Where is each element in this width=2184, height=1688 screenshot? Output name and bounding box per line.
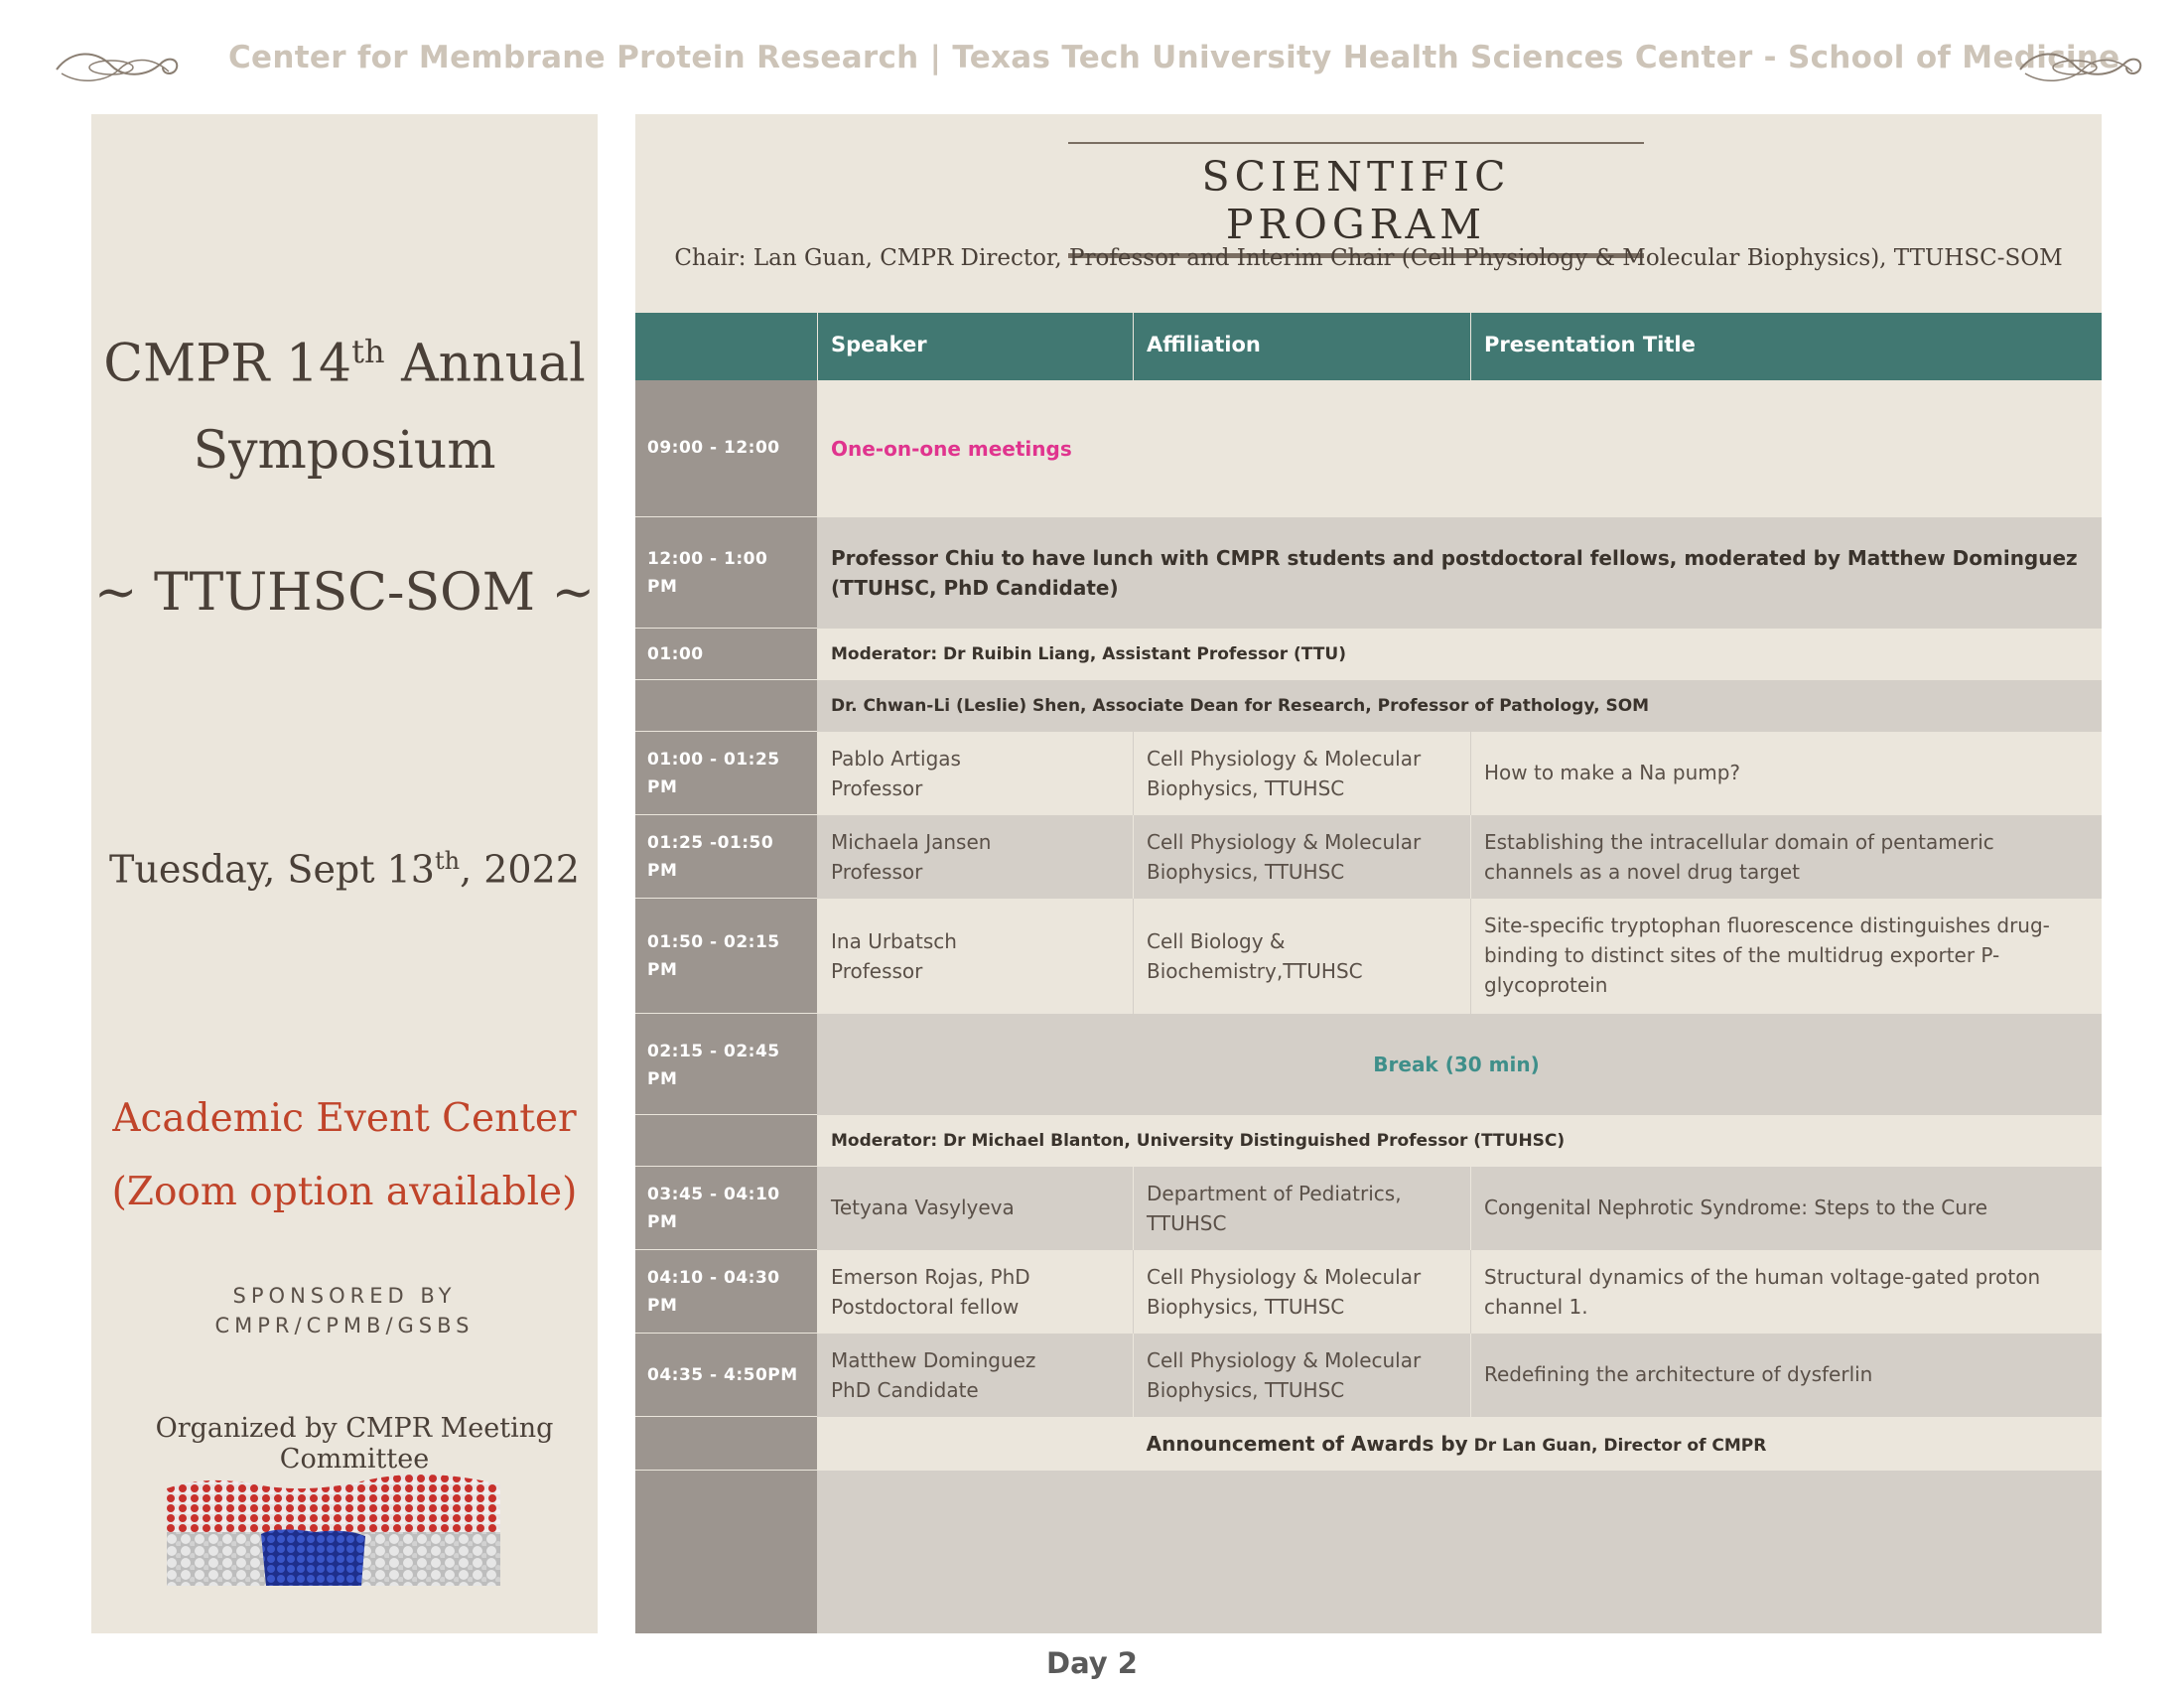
program-title: SCIENTIFIC PROGRAM: [1068, 142, 1644, 258]
day-label: Day 2: [1046, 1646, 1138, 1680]
header-title: Center for Membrane Protein Research | Texas Tech University Health Sciences Center - School of Medicine: [228, 40, 2120, 75]
membrane-protein-image: [167, 1475, 500, 1586]
speaker-affiliation: Department of Pediatrics, TTUHSC: [1147, 1182, 1402, 1235]
sponsor-label: SPONSORED BY CMPR/CPMB/GSBS: [214, 1284, 475, 1337]
column-header-title: Presentation Title: [1484, 333, 1696, 356]
speaker-affiliation: Cell Physiology & Molecular Biophysics, TTUHSC: [1147, 1265, 1422, 1319]
chair-line: Chair: Lan Guan, CMPR Director, Professor and Interim Chair (Cell Physiology & Molecular Biophysics), TTUHSC-SOM: [674, 245, 2063, 271]
page-header: [0, 40, 2184, 89]
column-header-affiliation: Affiliation: [1147, 333, 1261, 356]
presentation-title: Site-specific tryptophan fluorescence distinguishes drug- binding to distinct sites of the multidrug exporter P- glycoprotein: [1484, 914, 2050, 997]
speaker-name: Tetyana Vasylyeva: [831, 1196, 1015, 1219]
presentation-title: Establishing the intracellular domain of pentameric channels as a novel drug target: [1484, 830, 1994, 884]
speaker-name: Michaela Jansen Professor: [831, 830, 992, 884]
presentation-title: Structural dynamics of the human voltage-gated proton channel 1.: [1484, 1265, 2041, 1319]
speaker-affiliation: Cell Physiology & Molecular Biophysics, TTUHSC: [1147, 747, 1422, 800]
table-row: [635, 1014, 2102, 1115]
time-slot-suffix: PM: [647, 1069, 678, 1089]
flourish-ornament-icon: [2015, 46, 2149, 87]
table-row: [635, 380, 2102, 517]
moderator-text: Dr. Chwan-Li (Leslie) Shen, Associate Dean for Research, Professor of Pathology, SOM: [831, 696, 1650, 716]
flourish-ornament-icon: [52, 46, 186, 87]
table-row: [635, 1250, 2102, 1334]
table-row: [635, 1115, 2102, 1167]
table-row: [635, 1167, 2102, 1250]
moderator-text: Moderator: Dr Michael Blanton, University Distinguished Professor (TTUHSC): [831, 1131, 1566, 1151]
time-slot: 09:00 - 12:00: [647, 438, 780, 458]
moderator-text: Moderator: Dr Ruibin Liang, Assistant Professor (TTU): [831, 644, 1346, 664]
speaker-name: Emerson Rojas, PhD Postdoctoral fellow: [831, 1265, 1030, 1319]
speaker-name: Ina Urbatsch Professor: [831, 929, 957, 983]
venue-label: Academic Event Center (Zoom option available): [111, 1096, 578, 1214]
speaker-name: Pablo Artigas Professor: [831, 747, 961, 800]
presentation-title: Congenital Nephrotic Syndrome: Steps to the Cure: [1484, 1196, 1987, 1219]
table-row: [635, 629, 2102, 680]
time-slot: 01:50 - 02:15: [647, 932, 780, 952]
table-row: [635, 1417, 2102, 1471]
table-row: [635, 899, 2102, 1014]
time-slot: 01:00 - 01:25: [647, 750, 780, 770]
speaker-affiliation: Cell Biology & Biochemistry,TTUHSC: [1147, 929, 1363, 983]
table-row: [635, 517, 2102, 629]
table-row: [635, 815, 2102, 899]
time-slot: 01:00: [647, 644, 704, 664]
table-row: [635, 680, 2102, 732]
presentation-title: Redefining the architecture of dysferlin: [1484, 1362, 1873, 1386]
program-panel: [635, 114, 2102, 1633]
column-header-speaker: Speaker: [831, 333, 927, 356]
time-slot: 04:10 - 04:30: [647, 1268, 780, 1288]
time-slot-suffix: PM: [647, 1296, 678, 1316]
break-label: Break (30 min): [1373, 1053, 1540, 1076]
session-text: Professor Chiu to have lunch with CMPR students and postdoctoral fellows, moderated by Matthew Dominguez (TTUHSC, PhD Candidate): [831, 546, 2078, 600]
table-row: [635, 732, 2102, 815]
symposium-title: CMPR 14th Annual Symposium: [103, 333, 586, 482]
speaker-affiliation: Cell Physiology & Molecular Biophysics, TTUHSC: [1147, 830, 1422, 884]
time-slot-suffix: PM: [647, 1212, 678, 1232]
organizer-label: Organized by CMPR Meeting Committee: [155, 1413, 554, 1475]
time-slot-suffix: PM: [647, 777, 678, 797]
event-date: Tuesday, Sept 13th, 2022: [109, 847, 580, 892]
table-row: [635, 1334, 2102, 1417]
time-slot-suffix: PM: [647, 577, 678, 597]
presentation-title: How to make a Na pump?: [1484, 761, 1741, 784]
time-slot: 03:45 - 04:10: [647, 1185, 780, 1204]
speaker-name: Matthew Dominguez PhD Candidate: [831, 1348, 1036, 1402]
time-slot: 12:00 - 1:00: [647, 549, 768, 569]
institution-label: ~ TTUHSC-SOM ~: [93, 563, 596, 623]
speaker-affiliation: Cell Physiology & Molecular Biophysics, TTUHSC: [1147, 1348, 1422, 1402]
table-header-row: [635, 313, 2102, 380]
time-slot-suffix: PM: [647, 861, 678, 881]
sidebar-panel: [91, 114, 598, 1633]
time-slot-suffix: PM: [647, 960, 678, 980]
table-row-empty: [635, 1471, 2102, 1633]
session-text: One-on-one meetings: [831, 437, 1072, 461]
time-slot: 02:15 - 02:45: [647, 1042, 780, 1061]
time-slot: 01:25 -01:50: [647, 833, 774, 853]
time-slot: 04:35 - 4:50PM: [647, 1365, 798, 1385]
awards-announcement: Announcement of Awards by Dr Lan Guan, Director of CMPR: [1146, 1432, 1767, 1456]
